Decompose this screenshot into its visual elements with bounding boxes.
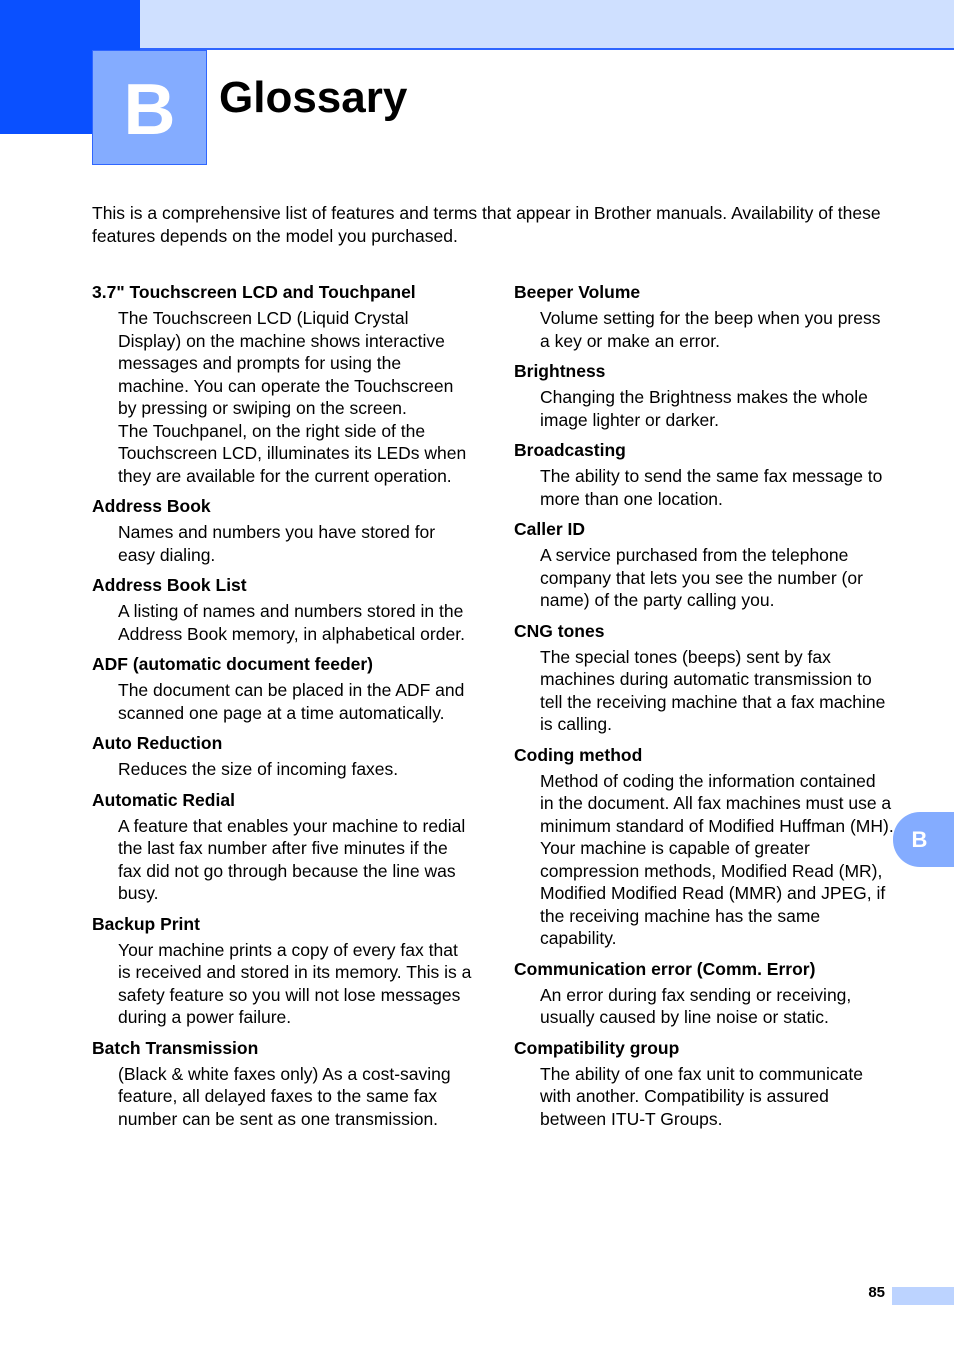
definition-text: The Touchscreen LCD (Liquid Crystal Display) on the machine shows interactive messages and prompts for using the machine. You can operate the Touchscreen by pressing or swiping on the screen. [118, 308, 454, 418]
glossary-definition [118, 815, 472, 905]
glossary-term: Brightness [514, 361, 606, 381]
glossary-entry [92, 913, 472, 1029]
glossary-term: Caller ID [514, 519, 585, 539]
page-number-bar [892, 1287, 954, 1305]
glossary-entry [92, 495, 472, 566]
glossary-term: Automatic Redial [92, 789, 235, 810]
glossary-term: Beeper Volume [514, 282, 641, 302]
page-number: 85 [868, 1284, 885, 1301]
chapter-letter: B [123, 69, 176, 150]
definition-text: Changing the Brightness makes the whole image lighter or darker. [540, 387, 868, 430]
glossary-term: Address Book List [92, 575, 247, 595]
top-band [0, 0, 954, 49]
glossary-term: Broadcasting [514, 440, 626, 460]
glossary-entry [92, 281, 472, 487]
glossary-entry [514, 958, 894, 1029]
glossary-entry [92, 653, 472, 724]
side-tab-letter: B [911, 826, 928, 852]
glossary-entry [514, 620, 894, 736]
definition-text: The Touchpanel, on the right side of the Touchscreen LCD, illuminates its LEDs when they are available for the current operation. [118, 420, 467, 486]
glossary-entry [514, 281, 894, 352]
glossary-term: Backup Print [92, 913, 200, 934]
definition-text: (Black & white faxes only) As a cost-saving feature, all delayed faxes to the same fax number can be sent as one transmission. [118, 1063, 451, 1129]
glossary-term: Batch Transmission [92, 1037, 259, 1058]
glossary-entry [92, 789, 472, 905]
intro-paragraph: This is a comprehensive list of features and terms that appear in Brother manuals. Availability of these features depends on the model you purchased. [92, 203, 881, 246]
definition-text: The ability of one fax unit to communicate with another. Compatibility is assured between ITU-T Groups. [540, 1063, 863, 1129]
glossary-term: Compatibility group [514, 1037, 680, 1058]
glossary-entry [514, 360, 894, 431]
glossary-term: CNG tones [514, 620, 605, 641]
glossary-term: Address Book [92, 496, 211, 516]
glossary-definition [118, 307, 472, 487]
definition-text: The special tones (beeps) sent by fax machines during automatic transmission to tell the receiving machine that a fax machine is calling. [540, 646, 886, 734]
glossary-definition [118, 1063, 472, 1131]
glossary-definition [118, 758, 472, 781]
glossary-entry [514, 1037, 894, 1131]
definition-text: The ability to send the same fax message to more than one location. [540, 466, 883, 509]
definition-text: A service purchased from the telephone company that lets you see the number (or name) of the party calling you. [540, 545, 863, 610]
glossary-definition [540, 1063, 894, 1131]
glossary-entry [92, 574, 472, 645]
definition-text: Volume setting for the beep when you press a key or make an error. [540, 308, 881, 351]
glossary-term: Coding method [514, 744, 643, 765]
glossary-definition [540, 544, 894, 612]
definition-text: Reduces the size of incoming faxes. [118, 759, 399, 779]
definition-text: The document can be placed in the ADF and scanned one page at a time automatically. [118, 680, 465, 723]
glossary-definition [540, 465, 894, 510]
glossary-definition [540, 646, 894, 736]
definition-text: A feature that enables your machine to redial the last fax number after five minutes if the fax did not go through because the line was busy. [118, 815, 466, 903]
definition-text: Method of coding the information contained in the document. All fax machines must use a minimum standard of Modified Huffman (MH). Your machine is capable of greater compression methods, Modified Read (MR), Modified Modified Read (MMR) and JPEG, if the receiving machine has the same capability. [540, 770, 894, 948]
glossary-entry [92, 1037, 472, 1131]
glossary-column-right [514, 281, 894, 1138]
glossary-term: ADF (automatic document feeder) [92, 654, 373, 674]
glossary-definition [118, 679, 472, 724]
glossary-entry [92, 732, 472, 781]
definition-text: Your machine prints a copy of every fax that is received and stored in its memory. This is a safety feature so you will not lose messages during a power failure. [118, 939, 472, 1027]
chapter-side-tab [893, 812, 954, 867]
glossary-definition [118, 521, 472, 566]
definition-text: A listing of names and numbers stored in the Address Book memory, in alphabetical order. [118, 601, 465, 644]
glossary-entry [514, 439, 894, 510]
glossary-definition [540, 984, 894, 1029]
glossary-entry [514, 518, 894, 612]
definition-text: An error during fax sending or receiving, usually caused by line noise or static. [540, 984, 852, 1027]
glossary-term: Auto Reduction [92, 733, 223, 753]
glossary-entry [514, 744, 894, 950]
page-title: Glossary [219, 73, 408, 122]
definition-text: Names and numbers you have stored for easy dialing. [118, 522, 436, 565]
glossary-term: Communication error (Comm. Error) [514, 958, 816, 979]
glossary-term: 3.7" Touchscreen LCD and Touchpanel [92, 282, 416, 302]
glossary-definition [118, 939, 472, 1029]
glossary-definition [540, 307, 894, 352]
glossary-column-left [92, 281, 472, 1138]
glossary-definition [118, 600, 472, 645]
glossary-definition [540, 770, 894, 950]
header-rule [140, 48, 954, 50]
chapter-box [92, 50, 207, 165]
glossary-definition [540, 386, 894, 431]
